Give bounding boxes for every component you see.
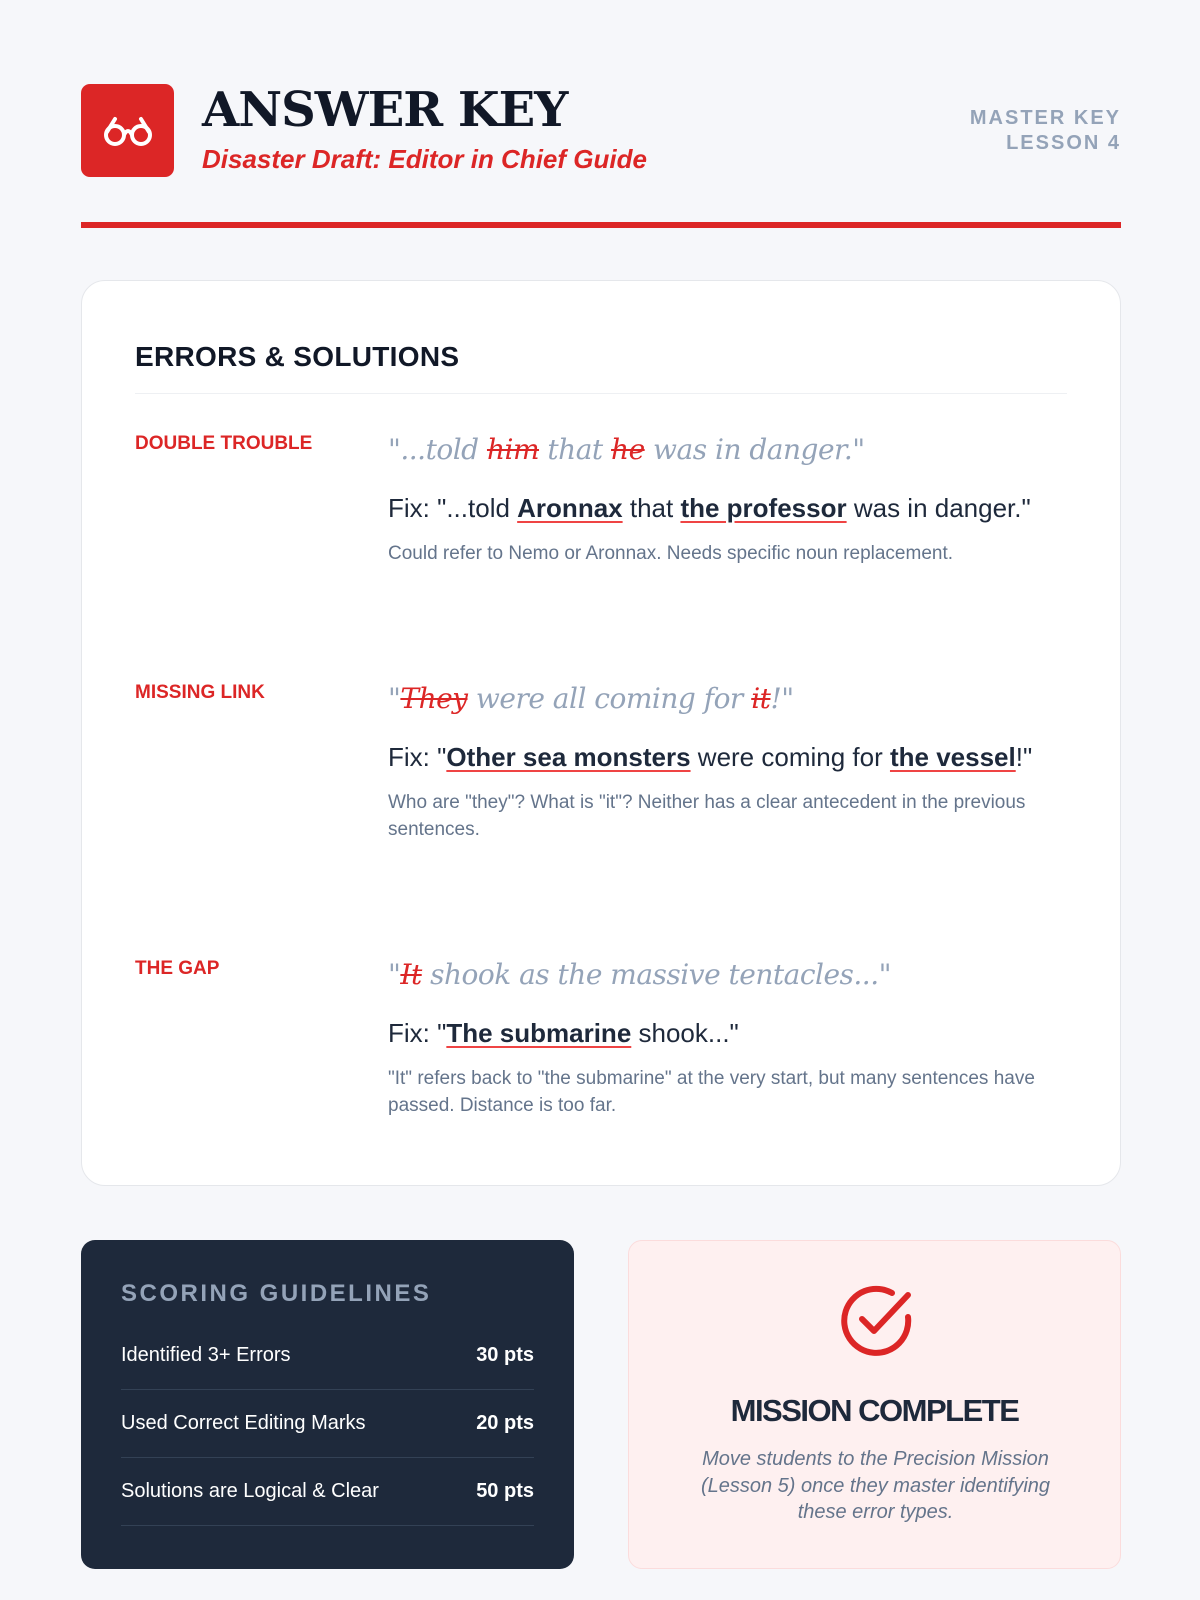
check-circle-icon: [838, 1283, 914, 1359]
error-note: Who are "they"? What is "it"? Neither has a clear antecedent in the previous sentences.: [388, 792, 1026, 840]
fix-replacement: The submarine: [446, 1018, 632, 1048]
meta-lesson-number: LESSON 4: [1006, 132, 1121, 154]
error-label: THE GAP: [135, 958, 220, 979]
error-label: DOUBLE TROUBLE: [135, 433, 313, 454]
fix-text: shook...": [631, 1018, 739, 1048]
quote-text: "...told: [388, 433, 487, 466]
mission-complete-panel: [628, 1240, 1121, 1569]
error-quote: [388, 433, 1048, 467]
answer-key-page: [81, 0, 1121, 1523]
page-title: ANSWER KEY: [202, 82, 568, 138]
score-row: [121, 1322, 534, 1390]
meta-master-key: MASTER KEY: [969, 107, 1121, 129]
fix-replacement: the vessel: [889, 742, 1016, 772]
score-points: 20 pts: [476, 1412, 534, 1434]
score-criterion: Solutions are Logical & Clear: [121, 1480, 379, 1502]
error-note: Could refer to Nemo or Aronnax. Needs specific noun replacement.: [388, 543, 954, 564]
fix-text: Fix: ": [388, 742, 447, 772]
error-label: MISSING LINK: [135, 682, 265, 703]
quote-text: ": [388, 682, 401, 715]
score-row: [121, 1390, 534, 1458]
error-quote: [388, 682, 1048, 716]
score-points: 30 pts: [476, 1344, 534, 1366]
quote-text: were all coming for: [467, 682, 752, 715]
error-fix: [388, 1013, 1048, 1053]
struck-word: They: [400, 682, 468, 715]
error-fix: [388, 737, 1048, 777]
fix-replacement: Aronnax: [517, 493, 623, 523]
score-row: [121, 1458, 534, 1526]
fix-text: Fix: "...told: [388, 493, 518, 523]
fix-text: was in danger.": [846, 493, 1031, 523]
fix-text: that: [622, 493, 681, 523]
score-points: 50 pts: [476, 1480, 534, 1502]
fix-replacement: Other sea monsters: [446, 742, 691, 772]
scoring-guidelines-panel: [81, 1240, 574, 1569]
quote-text: that: [539, 433, 612, 466]
quote-text: !": [770, 682, 794, 715]
mission-description: Move students to the Precision Mission (Lesson 5) once they master identifying these error types.: [700, 1448, 1051, 1523]
error-body: [388, 958, 1048, 1119]
reading-glasses-icon: [81, 84, 174, 177]
fix-text: Fix: ": [388, 1018, 447, 1048]
score-criterion: Identified 3+ Errors: [121, 1344, 291, 1366]
fix-text: were coming for: [690, 742, 890, 772]
card-title: ERRORS & SOLUTIONS: [135, 341, 1067, 394]
struck-word: it: [751, 682, 771, 715]
quote-text: ": [388, 958, 401, 991]
fix-replacement: the professor: [680, 493, 847, 523]
scoring-title: SCORING GUIDELINES: [121, 1280, 432, 1307]
error-fix: [388, 488, 1048, 528]
lesson-meta: [970, 106, 1121, 156]
quote-text: shook as the massive tentacles...": [421, 958, 891, 991]
error-quote: [388, 958, 1048, 992]
score-criterion: Used Correct Editing Marks: [121, 1412, 366, 1434]
struck-word: It: [400, 958, 422, 991]
error-body: [388, 682, 1048, 843]
fix-text: !": [1015, 742, 1033, 772]
page-header: [81, 0, 1121, 228]
error-note: "It" refers back to "the submarine" at the very start, but many sentences have passed. Distance is too far.: [388, 1068, 1035, 1116]
struck-word: he: [611, 433, 645, 466]
page-subtitle: Disaster Draft: Editor in Chief Guide: [202, 144, 647, 174]
struck-word: him: [486, 433, 540, 466]
errors-solutions-card: [81, 280, 1121, 1186]
error-body: [388, 433, 1048, 567]
quote-text: was in danger.": [644, 433, 865, 466]
mission-title: MISSION COMPLETE: [730, 1393, 1019, 1428]
